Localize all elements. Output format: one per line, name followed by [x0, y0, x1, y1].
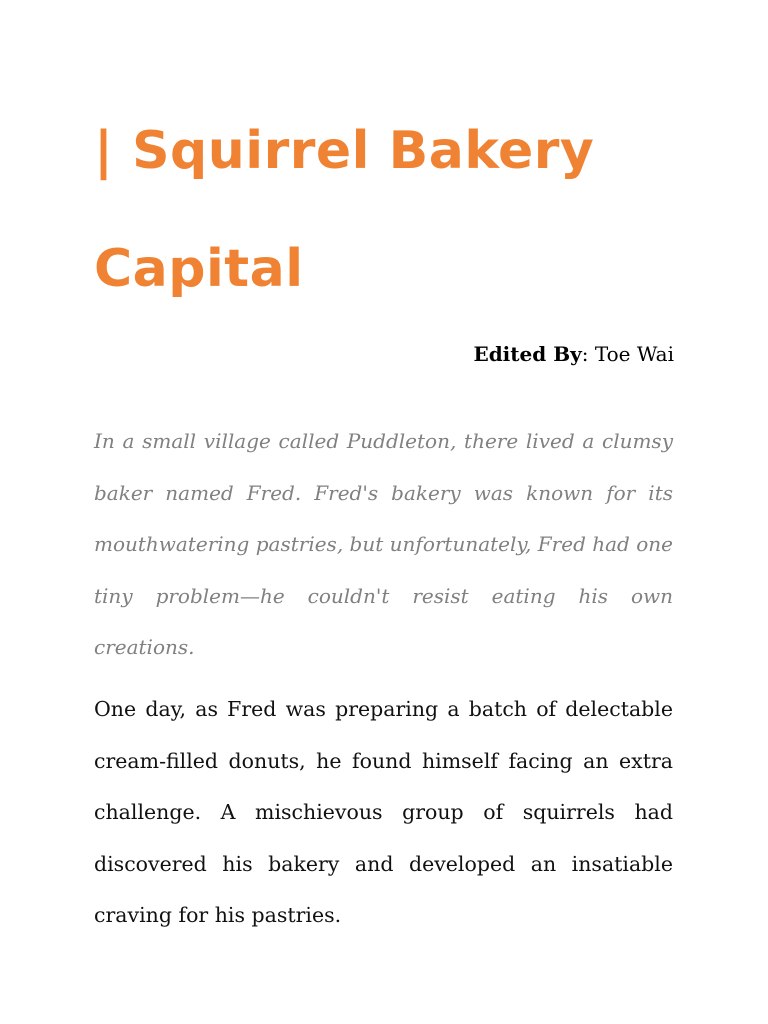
editor-credit [473, 338, 674, 370]
editor-label: Edited By [473, 342, 582, 366]
document-title: | Squirrel Bakery Capital [94, 121, 595, 299]
body-paragraph: One day, as Fred was preparing a batch of delectable cream-filled donuts, he found himself facing an extra challenge. A mischievous group of squirrels had discovered his bakery and developed an insatiable craving for his pastries. [94, 697, 673, 927]
intro-paragraph: In a small village called Puddleton, there lived a clumsy baker named Fred. Fred's bakery was known for its mouthwatering pastries, but unfortunately, Fred had one tiny problem—he couldn't resist eating his own creations. [94, 429, 673, 659]
editor-name: Toe Wai [594, 342, 674, 366]
editor-separator: : [581, 342, 595, 366]
